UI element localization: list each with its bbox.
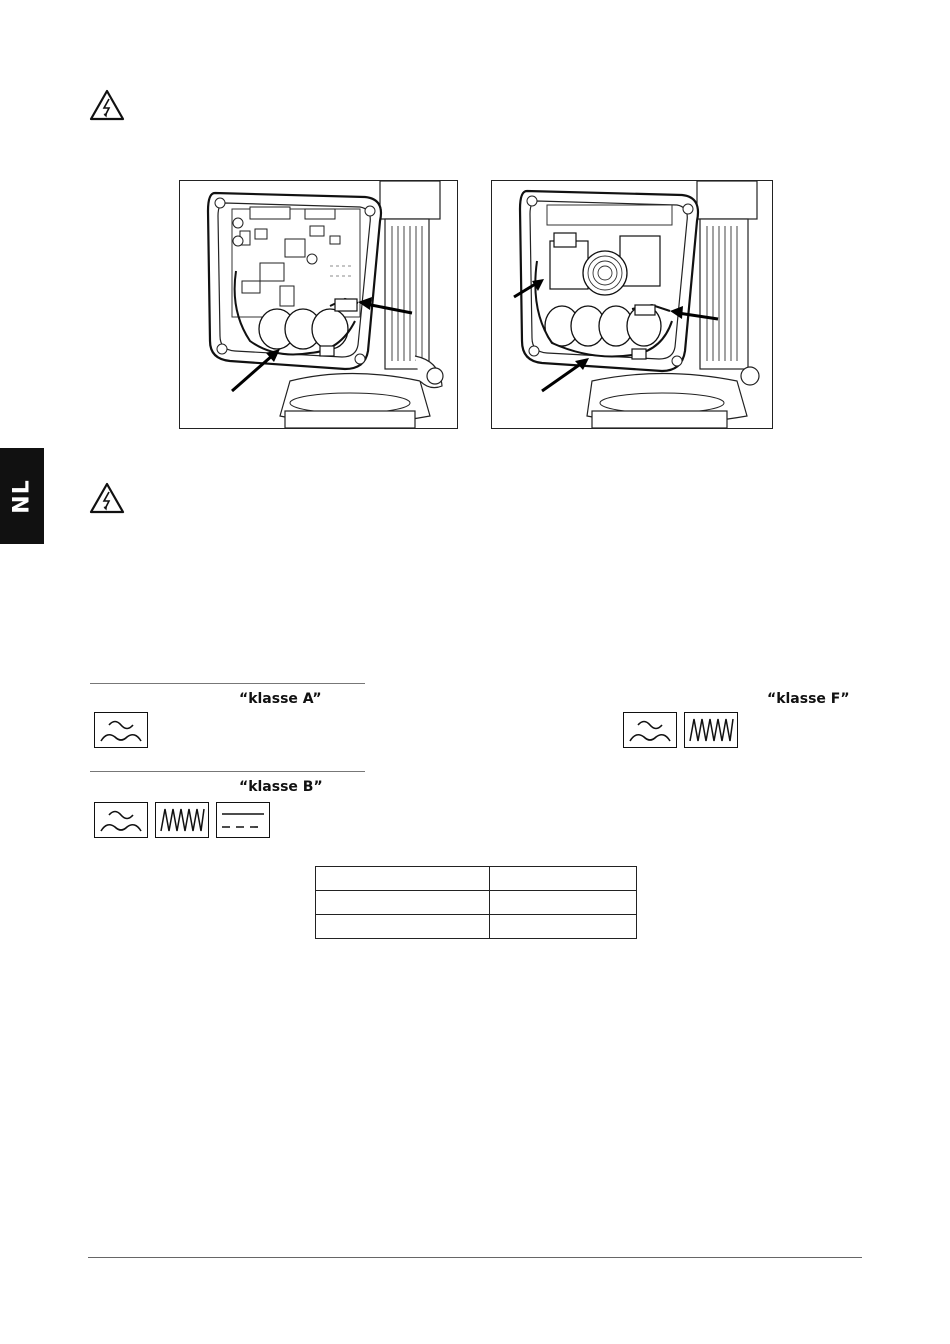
- electrical-warning-icon: [89, 89, 125, 121]
- sawtooth-noise-icon: [684, 712, 738, 748]
- table-cell: [316, 915, 490, 939]
- table-row: [316, 867, 637, 891]
- electrical-warning-icon: [89, 482, 125, 514]
- table-row: [316, 915, 637, 939]
- pump-terminal-box-photo-right: [491, 180, 773, 429]
- harmonic-wave-icon: [623, 712, 677, 748]
- footer-divider: [88, 1257, 862, 1258]
- pump-terminal-box-photo-left: [179, 180, 458, 429]
- harmonic-wave-icon: [94, 712, 148, 748]
- language-tab: [0, 448, 44, 544]
- table-cell: [316, 891, 490, 915]
- table-cell: [490, 915, 637, 939]
- dc-current-icon: [216, 802, 270, 838]
- filter-class-a-label: “klasse A”: [239, 691, 322, 707]
- table-cell: [316, 867, 490, 891]
- table-row: [316, 891, 637, 915]
- table-cell: [490, 867, 637, 891]
- language-tab-label: NL: [9, 478, 35, 514]
- filter-class-b-label: “klasse B”: [239, 779, 323, 795]
- table-cell: [490, 891, 637, 915]
- filter-class-f-label: “klasse F”: [767, 691, 850, 707]
- section-divider: [90, 683, 365, 684]
- data-table: [315, 866, 637, 939]
- section-divider: [90, 771, 365, 772]
- harmonic-wave-icon: [94, 802, 148, 838]
- sawtooth-noise-icon: [155, 802, 209, 838]
